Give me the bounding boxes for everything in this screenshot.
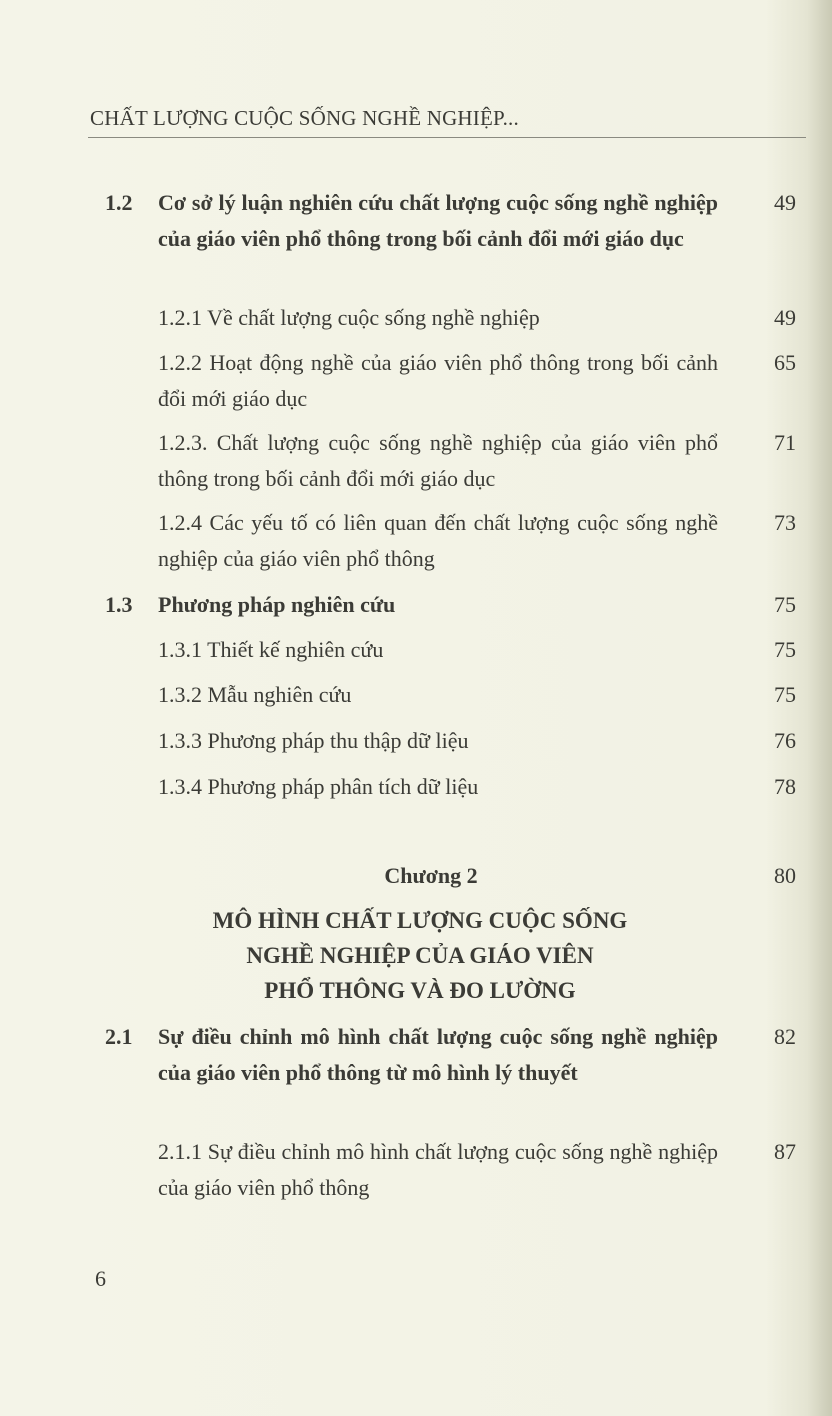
- chapter-title-line: PHỔ THÔNG VÀ ĐO LƯỜNG: [264, 978, 576, 1003]
- section-title: Sự điều chỉnh mô hình chất lượng cuộc sống nghề nghiệp của giáo viên phổ thông từ mô hình lý thuyết: [158, 1024, 718, 1085]
- section-title: Cơ sở lý luận nghiên cứu chất lượng cuộc sống nghề nghiệp của giáo viên phổ thông trong bối cảnh đổi mới giáo dục: [158, 190, 718, 251]
- section-title: Phương pháp nghiên cứu: [158, 592, 396, 617]
- page-number: 78: [774, 774, 796, 799]
- entry-title: 1.3.3 Phương pháp thu thập dữ liệu: [158, 728, 469, 753]
- section-number: 2.1: [105, 1024, 133, 1049]
- page-number: 65: [774, 350, 796, 375]
- chapter-title: [160, 903, 680, 1008]
- running-header: CHẤT LƯỢNG CUỘC SỐNG NGHỀ NGHIỆP...: [90, 106, 519, 130]
- section-number: 1.3: [105, 592, 133, 617]
- chapter-title-line: MÔ HÌNH CHẤT LƯỢNG CUỘC SỐNG: [212, 908, 628, 933]
- page-number: 49: [774, 305, 796, 330]
- chapter-title-line: NGHỀ NGHIỆP CỦA GIÁO VIÊN: [246, 943, 594, 968]
- header-rule: [88, 137, 806, 138]
- chapter-label: Chương 2: [384, 863, 478, 888]
- page-number: 80: [774, 863, 796, 888]
- page-number: 71: [774, 430, 796, 455]
- entry-title: 2.1.1 Sự điều chỉnh mô hình chất lượng cuộc sống nghề nghiệp của giáo viên phổ thông: [158, 1139, 718, 1200]
- entry-title: 1.2.2 Hoạt động nghề của giáo viên phổ thông trong bối cảnh đổi mới giáo dục: [158, 350, 718, 411]
- page-number: 87: [774, 1139, 796, 1164]
- entry-title: 1.2.3. Chất lượng cuộc sống nghề nghiệp của giáo viên phổ thông trong bối cảnh đổi mới giáo dục: [158, 430, 718, 491]
- entry-title: 1.2.4 Các yếu tố có liên quan đến chất lượng cuộc sống nghề nghiệp của giáo viên phổ thông: [158, 510, 718, 571]
- page-number: 75: [774, 637, 796, 662]
- page-number: 82: [774, 1024, 796, 1049]
- page-number: 73: [774, 510, 796, 535]
- page-number: 75: [774, 592, 796, 617]
- entry-title: 1.3.2 Mẫu nghiên cứu: [158, 682, 352, 707]
- page-folio: 6: [95, 1266, 106, 1291]
- entry-title: 1.3.1 Thiết kế nghiên cứu: [158, 637, 384, 662]
- entry-title: 1.3.4 Phương pháp phân tích dữ liệu: [158, 774, 479, 799]
- page-number: 75: [774, 682, 796, 707]
- section-number: 1.2: [105, 190, 133, 215]
- page-number: 49: [774, 190, 796, 215]
- page-number: 76: [774, 728, 796, 753]
- entry-title: 1.2.1 Về chất lượng cuộc sống nghề nghiệp: [158, 305, 540, 330]
